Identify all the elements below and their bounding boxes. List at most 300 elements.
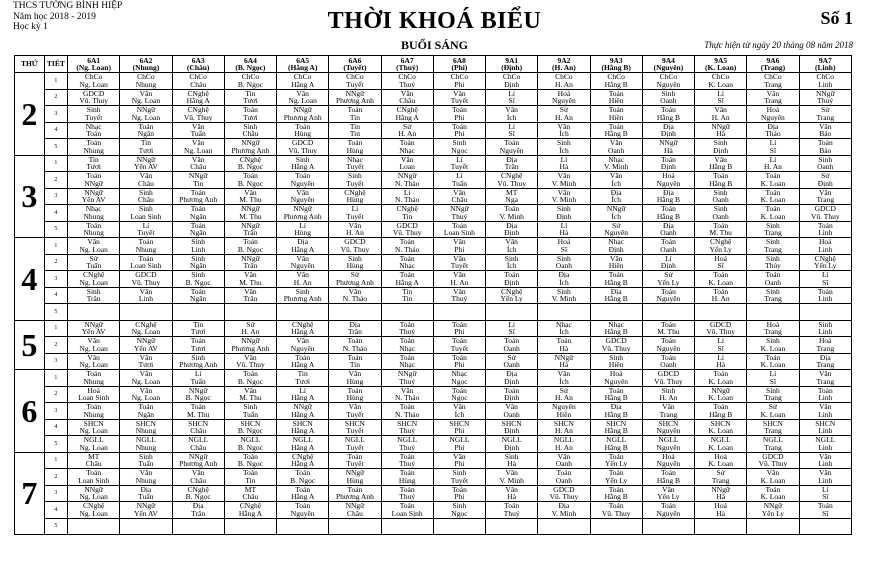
schedule-cell [224,271,276,288]
schedule-cell [799,188,851,205]
period-row [15,436,852,453]
schedule-cell [695,122,747,139]
schedule-cell [433,353,485,370]
teacher: K. Loan [760,360,786,370]
teacher: Tin [193,178,204,188]
schedule-cell [747,287,799,304]
subject: Toán [504,386,520,395]
teacher: K. Loan [760,475,786,485]
schedule-cell [538,139,590,156]
schedule-cell [642,122,694,139]
teacher: Loan Sinh [443,228,475,238]
schedule-cell [747,469,799,486]
subject: ChCo [241,72,260,82]
subject: Sinh [191,237,206,247]
schedule-cell [172,238,224,255]
teacher: Linh [818,294,833,304]
teacher: K. Loan [708,79,733,89]
teacher: V. Minh [603,162,629,172]
teacher: M. Thu [709,228,732,238]
schedule-cell [799,73,851,90]
teacher: Phi [454,492,465,502]
subject: ChCo [189,72,207,82]
subject: Văn [191,468,205,478]
teacher: N. Thảo [394,393,420,403]
subject: ChCo [659,72,678,82]
subject: Toán [765,485,781,494]
teacher: Hằng A [291,409,315,419]
subject: Sinh [766,336,780,346]
class-header [486,56,538,73]
schedule-cell [120,403,172,420]
teacher: Nguyên [656,508,681,518]
teacher: Nhung [135,442,157,452]
teacher: Toán [86,129,102,139]
subject: Văn [505,237,518,247]
teacher: Hà [716,129,726,139]
teacher: Tươi [243,96,258,106]
schedule-cell [486,353,538,370]
schedule-cell [538,89,590,106]
teacher: Ích [559,327,569,337]
teacher: H. An [711,112,730,122]
subject: SHCN [240,419,261,428]
schedule-cell [68,436,120,453]
schedule-cell [538,73,590,90]
teacher: Tuyết [346,459,364,469]
teacher: H. An [450,277,469,287]
subject: Toán [242,452,258,461]
subject: Toán [660,287,676,296]
schedule-cell [486,89,538,106]
teacher: Châu [190,162,207,172]
subject: Văn [348,221,362,230]
schedule-cell [486,518,538,535]
schedule-cell [590,89,642,106]
subject: Văn [505,485,518,494]
teacher: Phương Anh [179,360,218,370]
schedule-cell [799,370,851,387]
schedule-cell [381,254,433,271]
teacher: B. Ngọc [237,442,263,452]
class-header [224,56,276,73]
subject: NGLL [553,435,574,445]
schedule-cell [329,502,381,519]
teacher: M. Thu [239,393,262,403]
period-number: 3 [44,485,67,502]
teacher: B. Ngọc [237,426,263,436]
teacher: Định [817,178,833,188]
subject: Toán [295,485,311,494]
schedule-cell [590,271,642,288]
schedule-cell [224,436,276,453]
subject: NNgữ [345,89,365,98]
teacher: Thuý [451,211,468,221]
schedule-cell [642,403,694,420]
schedule-cell [538,254,590,271]
subject: NNgữ [293,105,312,115]
teacher: Châu [190,442,207,452]
schedule-cell [224,320,276,337]
schedule-cell [381,518,433,535]
teacher: Vũ. Thuy [497,178,526,188]
schedule-cell [695,238,747,255]
teacher: Yến Ly [500,294,523,304]
schedule-cell [172,287,224,304]
schedule-cell [224,172,276,189]
schedule-cell [381,287,433,304]
subject: Văn [557,171,571,181]
subject: Văn [662,402,675,412]
schedule-cell [329,238,381,255]
subject: Văn [819,369,832,379]
teacher: Phương Anh [336,277,374,287]
schedule-cell [172,304,224,321]
teacher: Nguyên [656,79,681,89]
teacher: Linh [191,244,206,254]
schedule-cell [172,419,224,436]
subject: Văn [453,270,466,280]
subject: Sinh [557,204,571,214]
subject: SHCN [292,419,313,428]
schedule-cell [277,370,329,387]
subject: Văn [453,254,466,263]
subject: NGLL [658,435,679,445]
subject: Toán [399,138,415,148]
teacher: K. Loan [708,442,733,452]
teacher: Ích [559,145,569,155]
schedule-cell [277,221,329,238]
subject: CNghệ [814,254,836,263]
subject: Lí [769,138,777,148]
subject: NNgữ [84,320,103,329]
schedule-cell [538,386,590,403]
schedule-cell [172,139,224,156]
subject: Toán [817,221,833,230]
schedule-cell [642,320,694,337]
subject: Địa [819,353,831,362]
schedule-cell [590,386,642,403]
teacher: Linh [818,327,833,337]
schedule-cell [172,254,224,271]
schedule-cell [172,485,224,502]
teacher: Phi [454,244,465,254]
subject: NNgữ [554,353,574,362]
teacher: Nhung [83,145,104,155]
subject: Sử [768,402,778,412]
teacher: Tươi [190,327,206,337]
schedule-cell [120,254,172,271]
teacher: N. Thảo [342,294,368,304]
schedule-cell [68,122,120,139]
subject: Nguyên [552,402,576,412]
teacher: Nguyên [656,343,681,353]
period-row [15,518,852,535]
schedule-cell [68,403,120,420]
schedule-cell [799,271,851,288]
schedule-cell [642,155,694,172]
teacher: Tươi [138,145,154,155]
schedule-cell [172,337,224,354]
schedule-cell [486,271,538,288]
schedule-cell [68,271,120,288]
schedule-cell [381,403,433,420]
schedule-cell [486,469,538,486]
teacher: Trang [764,442,782,452]
schedule-cell [799,518,851,535]
subject: Toán [347,353,363,362]
subject: CNghệ [83,501,105,511]
schedule-cell [120,122,172,139]
schedule-cell [590,304,642,321]
subject: Lí [403,188,411,197]
schedule-cell [329,139,381,156]
schedule-cell [68,89,120,106]
teacher: V. Minh [551,195,577,205]
teacher: Hằng A [291,79,315,89]
schedule-cell [695,436,747,453]
subject: Văn [296,254,309,263]
subject: Văn [139,386,153,395]
teacher: Phương Anh [283,211,322,221]
schedule-cell [381,386,433,403]
teacher: Vũ. Thuy [131,277,161,287]
period-number: 3 [44,353,67,370]
schedule-cell [486,122,538,139]
teacher: Thúy [765,261,781,271]
teacher: Nhạc [399,360,416,370]
subject: Lí [456,155,463,164]
teacher: B. Ngọc [185,492,211,502]
subject: CNghệ [396,204,418,214]
schedule-cell [486,452,538,469]
teacher: Phương Anh [179,195,218,205]
subject: Địa [506,221,518,230]
teacher: Yến AV [81,327,106,337]
class-name: 9A3 [609,55,623,65]
teacher: Ng. Loan [79,277,108,287]
subject: Toán [608,89,624,98]
schedule-cell [172,172,224,189]
homeroom-teacher: (H. An) [552,63,576,72]
teacher: Thuỷ [399,79,416,89]
subject: Toán [86,369,102,379]
subject: Địa [140,485,152,494]
teacher: N. Thảo [394,178,420,188]
schedule-cell [329,485,381,502]
schedule-cell [381,485,433,502]
subject: ChCo [816,72,835,82]
subject: Văn [766,468,780,478]
teacher: H. An [398,129,417,139]
teacher: Oanh [660,96,677,106]
subject: Toán [347,485,363,494]
teacher: Hằng A [395,112,419,122]
teacher: Tuấn [242,409,258,419]
teacher: Loan Sinh [130,211,162,221]
schedule-cell [433,221,485,238]
schedule-cell [433,122,485,139]
schedule-cell [433,436,485,453]
schedule-cell [747,106,799,123]
subject: Toán [504,501,520,511]
subject: Toán [608,105,624,115]
subject: Văn [453,402,466,412]
teacher: Hằng B [604,442,628,452]
teacher: Tuyết [450,96,469,106]
teacher: Linh [818,244,833,254]
schedule-cell [486,370,538,387]
teacher: NNgữ [84,178,103,188]
schedule-cell [486,337,538,354]
schedule-cell [799,403,851,420]
schedule-cell [277,122,329,139]
teacher: Tuấn [190,129,206,139]
schedule-cell [120,485,172,502]
period-row [15,502,852,519]
teacher: Ích [454,409,465,419]
subject: Sinh [557,138,571,148]
subject: NNgữ [659,138,678,148]
teacher: Hà [716,360,726,370]
teacher: Hiền [556,409,572,419]
schedule-cell [538,287,590,304]
period-number: 2 [44,89,67,106]
teacher: Nhung [83,409,104,419]
schedule-cell [277,452,329,469]
schedule-cell [747,122,799,139]
schedule-cell [486,419,538,436]
subject: NNgữ [136,501,156,511]
teacher: Hằng B [709,178,733,188]
subject: Sinh [452,501,467,511]
schedule-cell [433,238,485,255]
teacher: Ích [611,195,621,205]
subject: Văn [296,270,309,280]
schedule-cell [799,205,851,222]
subject: CNghệ [187,105,209,115]
teacher: Oanh [764,277,782,287]
schedule-cell [329,337,381,354]
schedule-cell [277,485,329,502]
subject: Sinh [766,221,780,230]
teacher: K. Loan [708,426,733,436]
teacher: Thuỷ [399,426,416,436]
subject: GDCD [553,485,575,494]
subject: CNghệ [83,270,105,280]
subject: Sử [664,270,673,280]
teacher: Tuyết [450,343,469,353]
teacher: H. An [345,228,364,238]
subject: Toán [295,501,311,511]
class-header [381,56,433,73]
schedule-cell [224,370,276,387]
period-number: 4 [44,205,67,222]
teacher: Ngân [137,409,155,419]
subject: NNgữ [241,336,260,346]
subject: CNghệ [187,485,209,494]
teacher: Nguyên [656,294,681,304]
teacher: Trân [347,327,362,337]
class-name: 6A6 [348,55,362,65]
schedule-cell [486,106,538,123]
schedule-cell [224,221,276,238]
teacher: Yến AV [81,195,106,205]
teacher: Hằng B [604,409,628,419]
schedule-cell [747,205,799,222]
subject: ChCo [711,72,730,82]
teacher: Vũ. Thuy [183,112,213,122]
subject: Sử [716,468,725,478]
subject: Nhạc [85,204,102,214]
teacher: Oanh [660,360,677,370]
schedule-cell [486,155,538,172]
subject: Văn [557,122,571,131]
schedule-cell [172,320,224,337]
homeroom-teacher: (Linh) [815,63,836,72]
teacher: Oanh [712,195,729,205]
subject: Tin [245,89,256,98]
period-row [15,287,852,304]
schedule-cell [381,452,433,469]
subject: Hoá [714,501,727,511]
schedule-cell [538,122,590,139]
teacher: Hà [559,228,569,238]
subject: SHCN [135,419,156,428]
subject: Lí [456,171,463,181]
teacher: Định [713,145,729,155]
subject: NGLL [606,435,627,445]
subject: Văn [191,138,205,148]
teacher: H. An [554,442,573,452]
teacher: Trang [816,360,835,370]
teacher: Sĩ [822,277,829,287]
teacher: Tin [349,129,360,139]
teacher: Hiền [608,112,624,122]
period-row [15,188,852,205]
subject: SHCN [606,419,627,428]
class-name: 6A2 [139,55,153,65]
subject: Toán [817,386,833,395]
schedule-cell [695,89,747,106]
schedule-cell [799,320,851,337]
subject: Toán [451,353,467,362]
schedule-cell [277,188,329,205]
teacher: Ích [506,261,517,271]
homeroom-teacher: (Hằng B) [601,63,631,72]
subject: Toán [660,237,676,247]
subject: Văn [244,386,257,395]
teacher: Hằng B [604,129,628,139]
subject: Sinh [191,254,206,263]
schedule-cell [695,370,747,387]
schedule-cell [538,238,590,255]
subject: Sinh [609,353,624,362]
subject: Hoá [766,105,780,115]
teacher: Tuyết [85,112,103,122]
teacher: Oanh [660,244,677,254]
schedule-cell [224,238,276,255]
schedule-cell [799,386,851,403]
schedule-cell [172,89,224,106]
teacher: Ng. Loan [288,96,317,106]
subject: Lí [717,89,724,98]
schedule-cell [329,254,381,271]
subject: Sinh [295,287,310,296]
teacher: Ích [506,112,517,122]
teacher: M. Thu [239,211,262,221]
homeroom-teacher: (Tuyết) [343,63,367,72]
